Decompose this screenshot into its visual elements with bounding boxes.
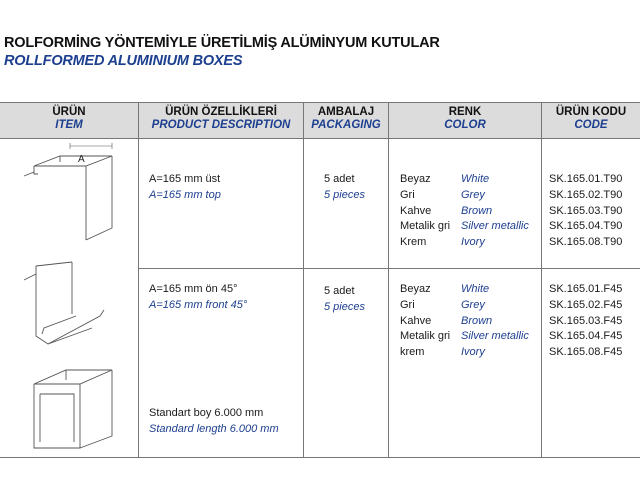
- top-profile-diagram: [24, 143, 112, 240]
- color-en: Ivory: [461, 236, 485, 249]
- color-tr: Krem: [400, 236, 427, 249]
- list-item: [400, 204, 529, 220]
- table-bottom-border: [0, 457, 640, 458]
- row1-pack-en: 5 pieces: [324, 188, 365, 201]
- title-english: ROLLFORMED ALUMINIUM BOXES: [4, 53, 243, 69]
- color-en: Grey: [461, 188, 485, 201]
- row-divider: [138, 268, 640, 269]
- column-divider: [541, 102, 542, 458]
- color-tr: Gri: [400, 298, 415, 311]
- row1-description: [149, 172, 221, 204]
- header-description-tr: ÜRÜN ÖZELLİKLERİ: [165, 106, 277, 118]
- row1-desc-tr: A=165 mm üst: [149, 173, 221, 185]
- box-profile-diagram: [34, 370, 112, 448]
- title-turkish: ROLFORMİNG YÖNTEMİYLE ÜRETİLMİŞ ALÜMİNYUM KUTULAR: [4, 35, 440, 51]
- color-tr: Kahve: [400, 204, 432, 217]
- list-item: [400, 314, 529, 330]
- list-item: [400, 172, 529, 188]
- color-tr: Kahve: [400, 314, 432, 327]
- list-item: [400, 298, 529, 314]
- color-tr: Metalik gri: [400, 220, 451, 233]
- product-code: SK.165.02.F45: [549, 298, 623, 311]
- color-en: Silver metallic: [461, 220, 529, 233]
- front-45-profile-diagram: [24, 262, 104, 344]
- column-divider: [303, 102, 304, 458]
- list-item: [400, 188, 529, 204]
- product-diagrams: [0, 138, 138, 457]
- color-en: Grey: [461, 298, 485, 311]
- color-tr: Beyaz: [400, 283, 431, 295]
- row1-codes: [549, 172, 622, 251]
- row1-packaging: [324, 172, 365, 204]
- row2-packaging: [324, 284, 365, 316]
- product-code: SK.165.01.T90: [549, 173, 623, 185]
- color-en: Ivory: [461, 346, 485, 359]
- column-divider: [138, 102, 139, 458]
- header-color-tr: RENK: [448, 106, 482, 118]
- standard-length: [149, 406, 279, 438]
- color-tr: Metalik gri: [400, 330, 451, 343]
- color-en: Silver metallic: [461, 330, 529, 343]
- header-code-tr: ÜRÜN KODU: [555, 106, 627, 118]
- list-item: [400, 282, 529, 298]
- header-code-en: CODE: [574, 119, 608, 131]
- header-item-tr: ÜRÜN: [52, 106, 86, 118]
- table-top-border: [0, 102, 640, 103]
- row2-desc-tr: A=165 mm ön 45°: [149, 283, 238, 295]
- product-code: SK.165.03.T90: [549, 204, 623, 217]
- color-tr: Beyaz: [400, 173, 431, 185]
- header-description-en: PRODUCT DESCRIPTION: [151, 119, 291, 131]
- row1-colors: [400, 172, 529, 251]
- product-code: SK.165.08.T90: [549, 236, 623, 249]
- header-code: [542, 102, 640, 138]
- row2-pack-en: 5 pieces: [324, 300, 365, 313]
- list-item: [400, 345, 529, 361]
- color-tr: Gri: [400, 188, 415, 201]
- color-tr: krem: [400, 346, 425, 359]
- product-code: SK.165.04.F45: [549, 330, 623, 343]
- product-code: SK.165.01.F45: [549, 283, 623, 295]
- row2-description: [149, 282, 247, 314]
- header-packaging-tr: AMBALAJ: [317, 106, 375, 118]
- list-item: [400, 219, 529, 235]
- row2-codes: [549, 282, 622, 361]
- dimension-label-a: A: [78, 154, 85, 165]
- header-color: [389, 102, 541, 138]
- color-en: Brown: [461, 314, 493, 327]
- product-code: SK.165.02.T90: [549, 188, 623, 201]
- color-en: Brown: [461, 204, 493, 217]
- list-item: [400, 329, 529, 345]
- column-divider: [388, 102, 389, 458]
- row2-desc-en: A=165 mm front 45°: [149, 298, 248, 311]
- product-code: SK.165.08.F45: [549, 346, 623, 359]
- product-code: SK.165.03.F45: [549, 314, 623, 327]
- header-packaging-en: PACKAGING: [311, 119, 381, 131]
- row2-colors: [400, 282, 529, 361]
- header-description: [139, 102, 303, 138]
- header-color-en: COLOR: [444, 119, 486, 131]
- color-en: White: [461, 173, 490, 185]
- row1-pack-tr: 5 adet: [324, 173, 355, 185]
- color-en: White: [461, 283, 490, 295]
- row1-desc-en: A=165 mm top: [149, 188, 221, 201]
- product-code: SK.165.04.T90: [549, 220, 623, 233]
- list-item: [400, 235, 529, 251]
- header-packaging: [304, 102, 388, 138]
- row2-pack-tr: 5 adet: [324, 285, 355, 297]
- product-table: [0, 102, 640, 458]
- standard-length-en: Standard length 6.000 mm: [149, 422, 279, 435]
- header-item: [0, 102, 138, 138]
- standard-length-tr: Standart boy 6.000 mm: [149, 407, 264, 419]
- header-item-en: ITEM: [55, 119, 83, 131]
